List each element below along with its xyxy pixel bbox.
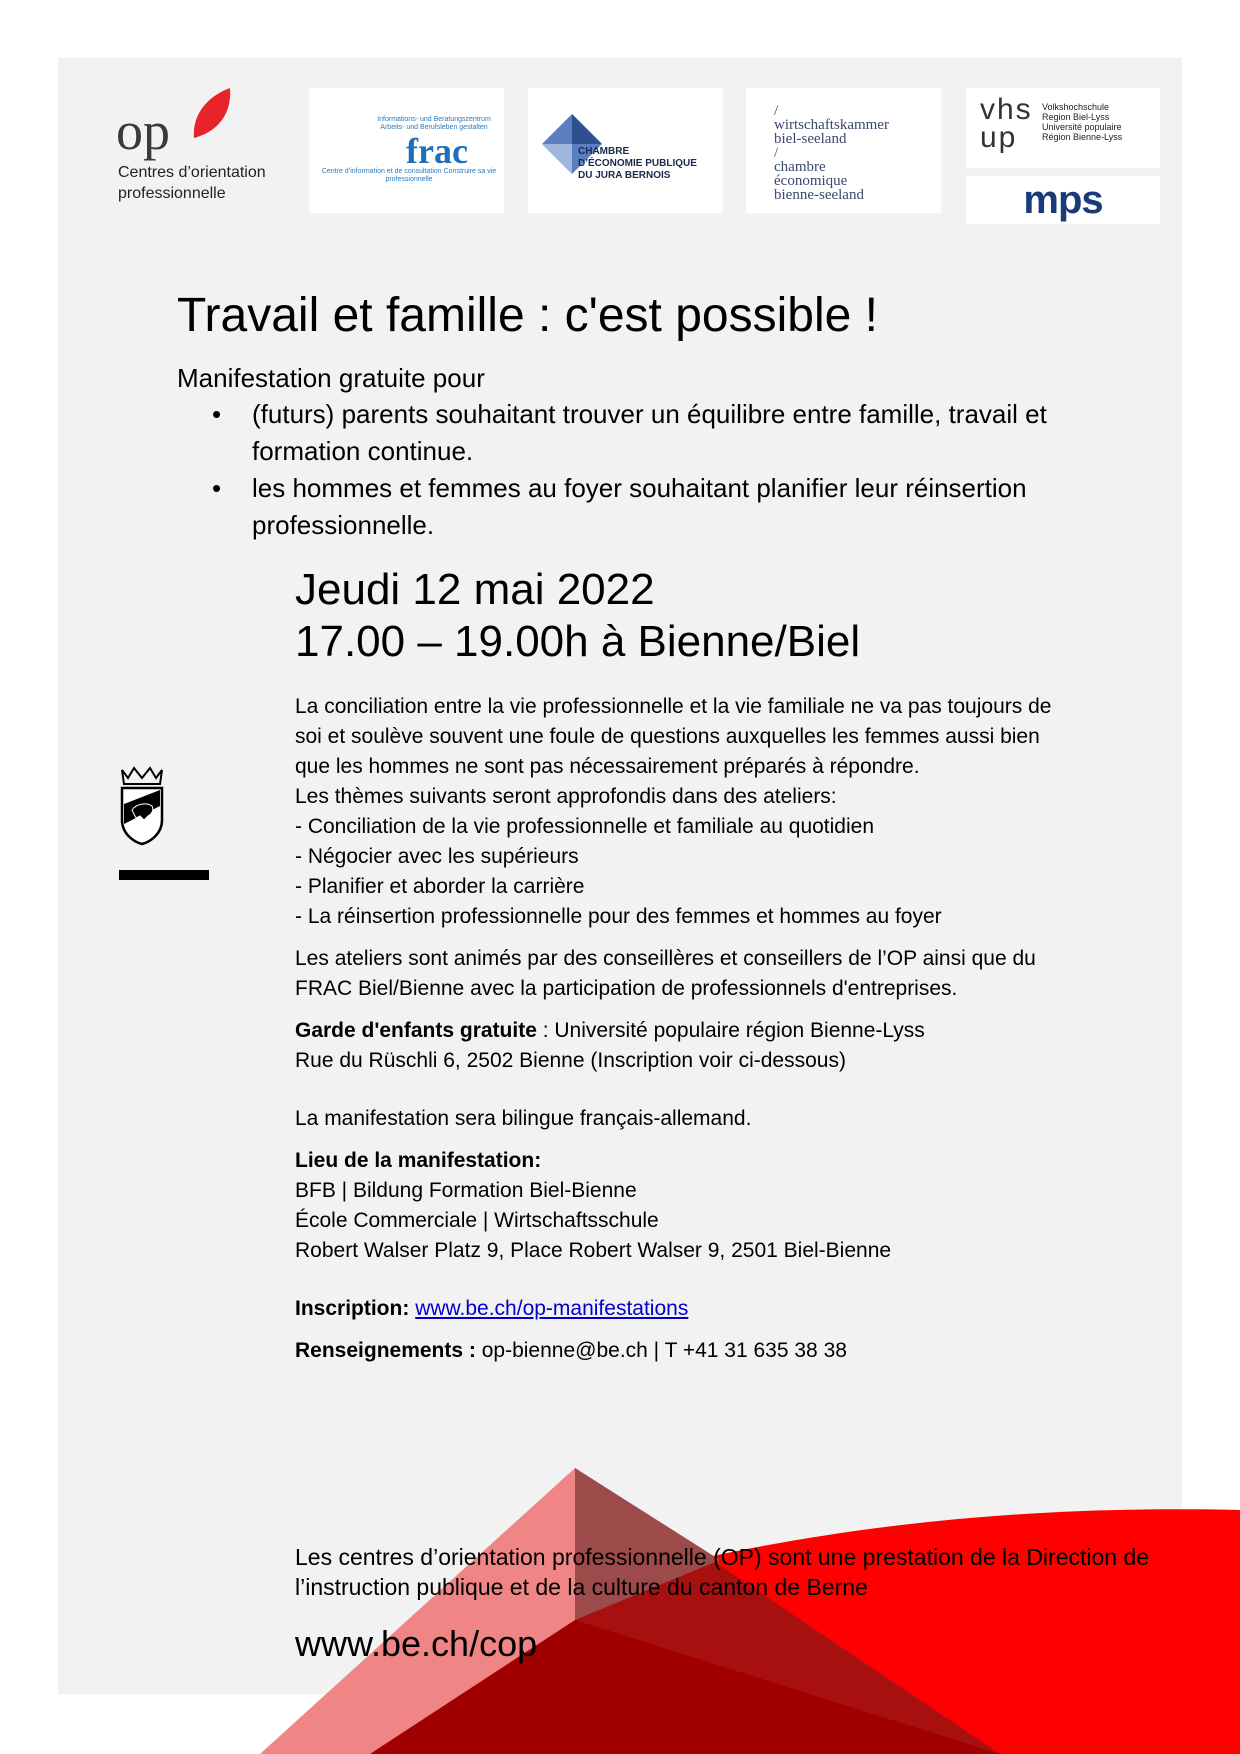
event-date: Jeudi 12 mai 2022: [295, 565, 655, 614]
bilingual-note: La manifestation sera bilingue français-allemand.: [295, 1107, 752, 1130]
event-details: [295, 692, 1075, 1366]
theme-item: - Conciliation de la vie professionnelle et familiale au quotidien: [295, 815, 875, 838]
info-contact: op-bienne@be.ch | T +41 31 635 38 38: [475, 1339, 847, 1362]
childcare-label: Garde d'enfants gratuite: [295, 1019, 537, 1042]
childcare-text: : Université populaire région Bienne-Lyss: [536, 1019, 925, 1042]
audience-list: [212, 396, 1052, 544]
op-logo-subtitle: Centres d’orientation professionnelle: [118, 164, 266, 202]
info-label: Renseignements :: [295, 1339, 476, 1362]
event-time-place: 17.00 – 19.00h à Bienne/Biel: [295, 617, 861, 666]
description-text: La conciliation entre la vie professionnelle et la vie familiale ne va pas toujours de soi et soulève souvent une foule de questions auxquelles les femmes aussi bien que les hommes ne sont pas nécessairement préparés à répondre.: [295, 695, 1052, 778]
event-date-time: [295, 564, 860, 668]
theme-item: - Négocier avec les supérieurs: [295, 845, 579, 868]
frac-logo: [309, 88, 504, 213]
venue-line: BFB | Bildung Formation Biel-Bienne: [295, 1179, 637, 1202]
vhs-up-logo: [966, 88, 1160, 168]
childcare-line: [295, 1016, 1075, 1046]
page-title: Travail et famille : c'est possible !: [177, 289, 878, 342]
cejb-logo: [528, 88, 723, 213]
frac-logo-word: frac: [406, 131, 468, 171]
venue-label: [295, 1146, 1075, 1176]
registration-line: [295, 1294, 1075, 1324]
wirtschaftskammer-text-fr: chambre économique bienne-seeland: [774, 159, 864, 203]
venue-line: Robert Walser Platz 9, Place Robert Walser 9, 2501 Biel-Bienne: [295, 1239, 892, 1262]
intro-text: Manifestation gratuite pour: [177, 363, 485, 393]
theme-item: - La réinsertion professionnelle pour des femmes et hommes au foyer: [295, 905, 942, 928]
red-leaf-icon: [186, 86, 236, 142]
themes-intro: Les thèmes suivants seront approfondis dans des ateliers:: [295, 785, 837, 808]
wirtschaftskammer-logo: [746, 88, 941, 213]
vhs-up-text: Volkshochschule Region Biel-Lyss Université populaire Région Bienne-Lyss: [1042, 102, 1123, 142]
registration-label: Inscription:: [295, 1297, 410, 1320]
venue-line: École Commerciale | Wirtschaftsschule: [295, 1209, 659, 1232]
cejb-logo-text: CHAMBRE D’ÉCONOMIE PUBLIQUE DU JURA BERNOIS: [578, 146, 697, 181]
list-item: • (futurs) parents souhaitant trouver un équilibre entre famille, travail et formation continue.: [212, 396, 1052, 470]
wirtschaftskammer-text-de: / wirtschaftskammer biel-seeland /: [774, 103, 889, 161]
info-line: [295, 1336, 1075, 1366]
workshops-text: Les ateliers sont animés par des conseillères et conseillers de l’OP ainsi que du FRAC Biel/Bienne avec la participation de professionnels d'entreprises.: [295, 947, 1036, 1000]
footer-url: www.be.ch/cop: [295, 1623, 538, 1664]
footer-text: Les centres d’orientation professionnelle (OP) sont une prestation de la Direction de l’instruction publique et de la culture du canton de Berne: [295, 1544, 1150, 1600]
registration-link[interactable]: www.be.ch/op-manifestations: [415, 1297, 689, 1320]
frac-logo-tagline-de: Informations- und Beratungszentrum Arbeits- und Berufsleben gestalten: [377, 116, 491, 131]
vhs-up-mark: vhs up: [980, 93, 1033, 154]
frac-logo-tagline-fr: Centre d’information et de consultation Construire sa vie professionnelle: [321, 168, 497, 183]
mps-logo-word: mps: [1023, 178, 1103, 222]
mps-logo: [966, 176, 1160, 224]
theme-item: - Planifier et aborder la carrière: [295, 875, 585, 898]
venue-label-text: Lieu de la manifestation:: [295, 1149, 542, 1172]
childcare-address: Rue du Rüschli 6, 2502 Bienne (Inscription voir ci-dessous): [295, 1049, 846, 1072]
list-item: • les hommes et femmes au foyer souhaitant planifier leur réinsertion professionnelle.: [212, 470, 1052, 544]
bern-crest-icon: [118, 766, 166, 846]
op-logo: [116, 84, 296, 204]
bern-divider-bar: [119, 870, 209, 880]
op-logo-word: op: [116, 101, 170, 161]
